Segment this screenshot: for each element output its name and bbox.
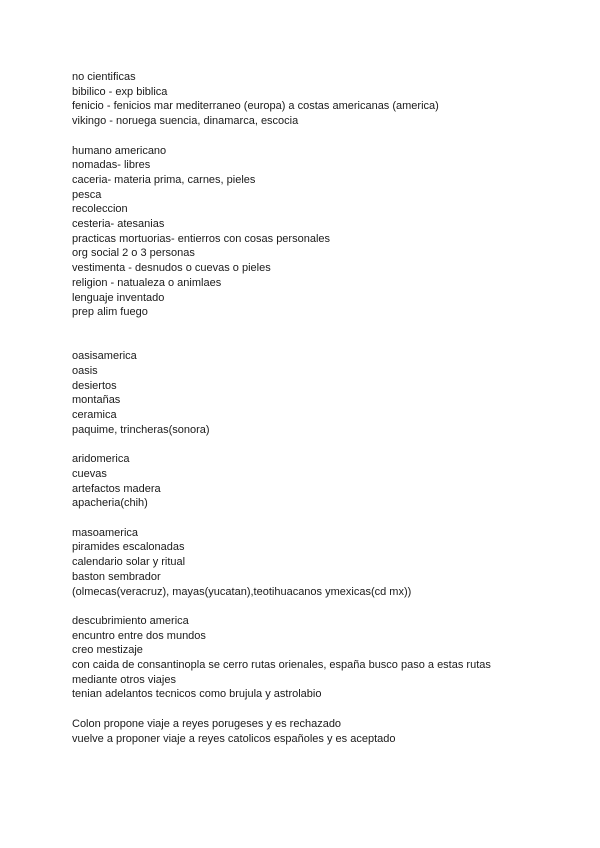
- text-line: piramides escalonadas: [72, 541, 185, 554]
- text-line: bibilico - exp biblica: [72, 85, 168, 98]
- section-no-cientificas: [72, 70, 592, 129]
- section-oasisamerica: [72, 349, 592, 437]
- text-line: con caida de consantinopla se cerro rutas orienales, españa busco paso a estas rutas: [72, 659, 491, 672]
- text-line: cuevas: [72, 467, 107, 480]
- text-line: Colon propone viaje a reyes porugeses y es rechazado: [72, 717, 342, 730]
- text-line: ceramica: [72, 409, 117, 422]
- blank-line: [72, 599, 592, 614]
- text-line: calendario solar y ritual: [72, 556, 186, 569]
- text-line: mediante otros viajes: [72, 673, 176, 686]
- text-line: pesca: [72, 188, 102, 201]
- text-line: (olmecas(veracruz), mayas(yucatan),teotihuacanos ymexicas(cd mx)): [72, 585, 412, 598]
- text-line: desiertos: [72, 379, 117, 392]
- section-colon: [72, 717, 592, 746]
- section-heading: descubrimiento america: [72, 614, 189, 627]
- text-line: recoleccion: [72, 203, 128, 216]
- text-line: fenicio - fenicios mar mediterraneo (europa) a costas americanas (america): [72, 100, 439, 113]
- text-line: religion - natualeza o animlaes: [72, 276, 222, 289]
- text-line: lenguaje inventado: [72, 291, 165, 304]
- section-heading: aridomerica: [72, 453, 130, 466]
- blank-line: [72, 320, 592, 349]
- text-line: vuelve a proponer viaje a reyes catolicos españoles y es aceptado: [72, 732, 396, 745]
- text-line: creo mestizaje: [72, 644, 143, 657]
- section-heading: masoamerica: [72, 526, 139, 539]
- text-line: montañas: [72, 394, 121, 407]
- text-line: vikingo - noruega suencia, dinamarca, escocia: [72, 115, 299, 128]
- section-heading: no cientificas: [72, 71, 136, 83]
- text-line: prep alim fuego: [72, 306, 148, 319]
- text-line: apacheria(chih): [72, 497, 148, 510]
- text-line: artefactos madera: [72, 482, 161, 495]
- section-aridomerica: [72, 452, 592, 511]
- text-line: practicas mortuorias- entierros con cosas personales: [72, 232, 331, 245]
- blank-line: [72, 438, 592, 453]
- text-line: encuntro entre dos mundos: [72, 629, 206, 642]
- blank-line: [72, 129, 592, 144]
- section-humano-americano: [72, 144, 592, 320]
- text-line: tenian adelantos tecnicos como brujula y astrolabio: [72, 688, 322, 701]
- text-line: vestimenta - desnudos o cuevas o pieles: [72, 262, 271, 275]
- text-line: paquime, trincheras(sonora): [72, 423, 210, 436]
- text-line: cesteria- atesanias: [72, 218, 165, 231]
- blank-line: [72, 511, 592, 526]
- section-heading: oasisamerica: [72, 350, 137, 363]
- text-line: oasis: [72, 365, 98, 378]
- blank-line: [72, 702, 592, 717]
- notes-text: [72, 70, 592, 746]
- text-line: nomadas- libres: [72, 159, 151, 172]
- section-masoamerica: [72, 526, 592, 600]
- text-line: caceria- materia prima, carnes, pieles: [72, 173, 256, 186]
- section-heading: humano americano: [72, 144, 167, 157]
- section-descubrimiento: [72, 614, 592, 702]
- text-line: org social 2 o 3 personas: [72, 247, 195, 260]
- text-line: baston sembrador: [72, 570, 161, 583]
